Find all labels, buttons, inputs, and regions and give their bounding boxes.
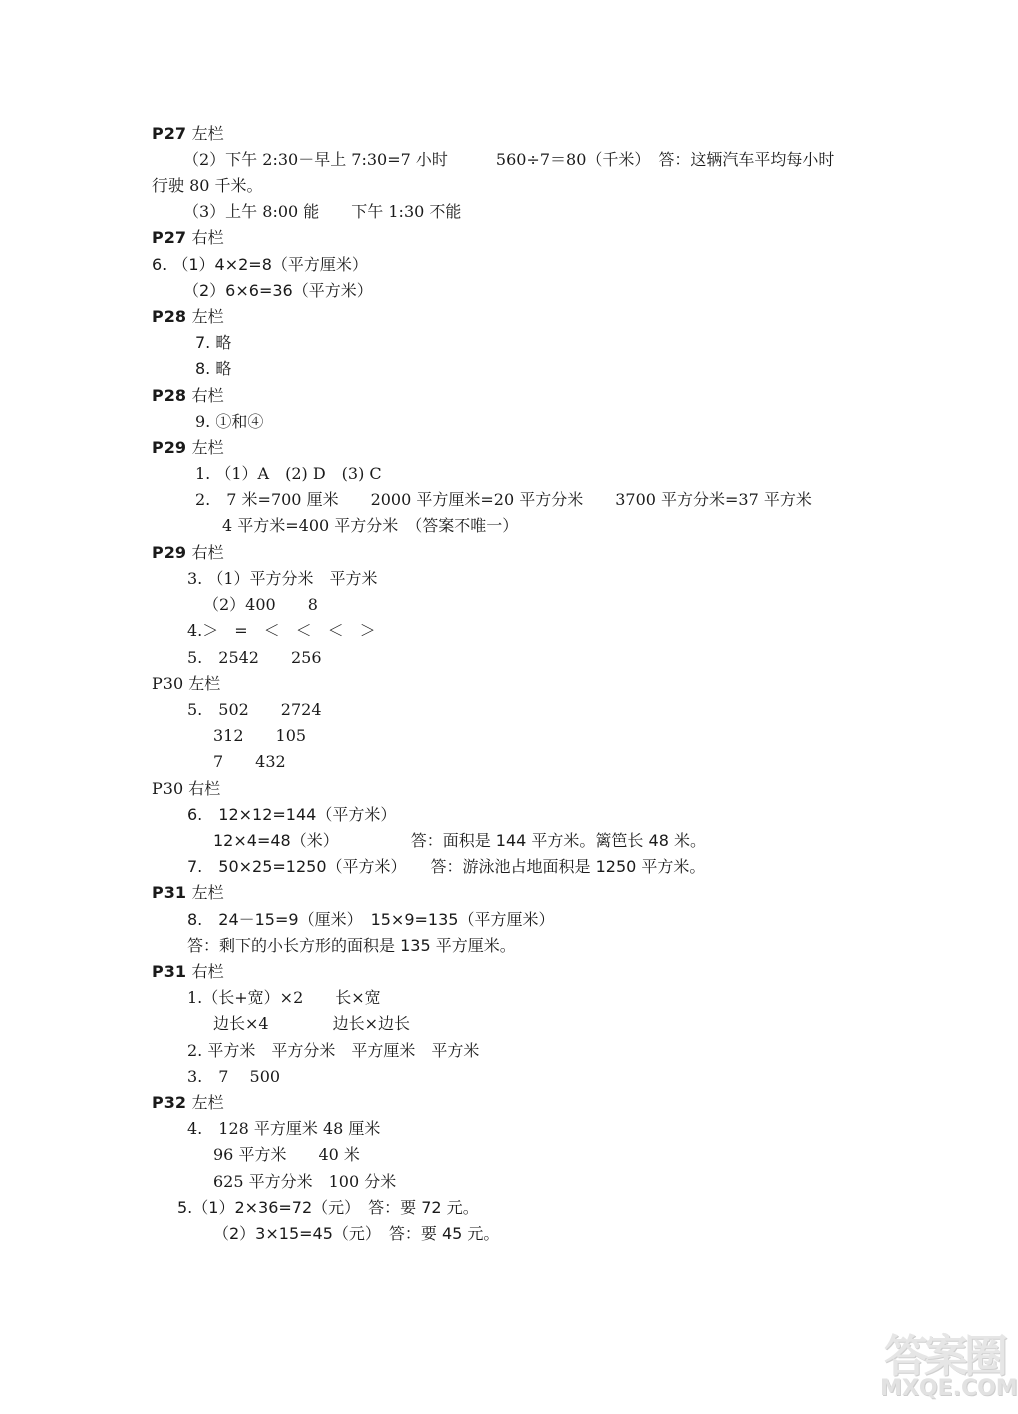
answer-line: 4. 128 平方厘米 48 厘米 [187,1119,381,1138]
section-heading: P27 左栏 [152,124,224,143]
answer-line: 2. 平方米 平方分米 平方厘米 平方米 [187,1041,480,1060]
answer-line: （2）下午 2:30－早上 7:30=7 小时 560÷7＝80（千米） 答：这辆汽车平均每小时 [183,150,835,169]
section-heading: P28 左栏 [152,307,224,326]
answer-line: （3）上午 8:00 能 下午 1:30 不能 [183,202,462,221]
answer-line: 3. 7 500 [187,1067,281,1086]
answer-line: 边长×4 边长×边长 [213,1014,410,1033]
watermark-text: 答案圈 [884,1331,1004,1382]
answer-line: 6. （1）4×2=8（平方厘米） [152,255,368,274]
answer-line: 5.（1）2×36=72（元） 答：要 72 元。 [177,1198,479,1217]
answer-line: 8. 24－15=9（厘米） 15×9=135（平方厘米） [187,910,555,929]
answer-line: 行驶 80 千米。 [152,176,263,195]
section-heading: P30 左栏 [152,674,221,693]
section-heading: P28 右栏 [152,386,224,405]
answer-line: （2）3×15=45（元） 答：要 45 元。 [213,1224,500,1243]
section-heading: P27 右栏 [152,228,224,247]
answer-line: 2. 7 米=700 厘米 2000 平方厘米=20 平方分米 3700 平方分米=37 平方米 [195,490,812,509]
answer-line: 5. 2542 256 [187,648,322,667]
answer-line: 7. 50×25=1250（平方米） 答：游泳池占地面积是 1250 平方米。 [187,857,706,876]
section-heading: P32 左栏 [152,1093,224,1112]
answer-line: 96 平方米 40 米 [213,1145,360,1164]
answer-line: 7. 略 [195,333,232,352]
watermark-logo [880,1320,1018,1410]
answer-line: （2）6×6=36（平方米） [183,281,373,300]
answer-line: （2）400 8 [203,595,318,614]
answer-line: 5. 502 2724 [187,700,322,719]
answer-line: 3. （1）平方分米 平方米 [187,569,378,588]
answer-line: 1. （1）A (2) D (3) C [195,464,382,483]
answer-line: 312 105 [213,726,307,745]
answer-line: 4 平方米=400 平方分米 （答案不唯一） [222,516,519,535]
section-heading: P31 右栏 [152,962,224,981]
answer-line: 答：剩下的小长方形的面积是 135 平方厘米。 [187,936,516,955]
watermark-url: MXQE.COM [880,1376,1018,1401]
answer-line: 8. 略 [195,359,232,378]
answer-line: 12×4=48（米） 答：面积是 144 平方米。篱笆长 48 米。 [213,831,706,850]
answer-line: 4.＞ = ＜ ＜ ＜ ＞ [187,621,376,640]
section-heading: P29 左栏 [152,438,224,457]
section-heading: P29 右栏 [152,543,224,562]
answer-line: 625 平方分米 100 分米 [213,1172,397,1191]
answer-line: 6. 12×12=144（平方米） [187,805,397,824]
section-heading: P30 右栏 [152,779,221,798]
answer-line: 9. ①和④ [195,412,264,431]
section-heading: P31 左栏 [152,883,224,902]
answer-line: 1.（长+宽）×2 长×宽 [187,988,381,1007]
answer-line: 7 432 [213,752,286,771]
